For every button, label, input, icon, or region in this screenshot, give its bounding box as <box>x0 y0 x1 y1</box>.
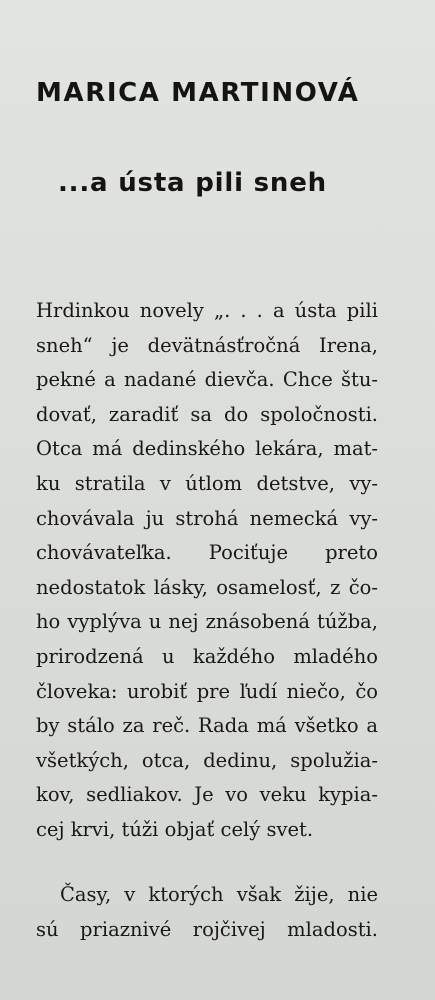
synopsis-paragraph-2 <box>36 878 378 947</box>
text-line: cej krvi, túži objať celý svet. <box>36 817 314 841</box>
synopsis-paragraph-1 <box>36 294 378 848</box>
text-line: prirodzená u každého mladého <box>36 644 378 668</box>
text-line: všetkých, otca, dedinu, spolužia- <box>36 748 378 772</box>
book-title: ...a ústa pili sneh <box>58 168 327 198</box>
author-name: MARICA MARTINOVÁ <box>36 78 360 108</box>
text-line: Otca má dedinského lekára, mat- <box>36 437 378 461</box>
text-line: sú priaznivé rojčivej mladosti. <box>36 917 378 941</box>
text-line: ho vyplýva u nej znásobená túžba, <box>36 610 378 634</box>
text-line: dovať, zaradiť sa do spoločnosti. <box>36 402 378 426</box>
text-line: sneh“ je devätnásťročná Irena, <box>36 333 378 357</box>
text-line: nedostatok lásky, osamelosť, z čo- <box>36 575 378 599</box>
text-line: človeka: urobiť pre ľudí niečo, čo <box>36 679 378 703</box>
text-line: Časy, v ktorých však žije, nie <box>60 883 378 906</box>
text-line: chovávala ju strohá nemecká vy- <box>36 506 378 530</box>
text-line: kov, sedliakov. Je vo veku kypia- <box>36 783 378 807</box>
text-line: ku stratila v útlom detstve, vy- <box>36 471 378 495</box>
text-line: Hrdinkou novely „. . . a ústa pili <box>36 299 378 322</box>
text-line: chovávateľka. Pociťuje preto <box>36 541 378 565</box>
text-line: by stálo za reč. Rada má všetko a <box>36 714 378 738</box>
text-line: pekné a nadané dievča. Chce štu- <box>36 368 378 392</box>
